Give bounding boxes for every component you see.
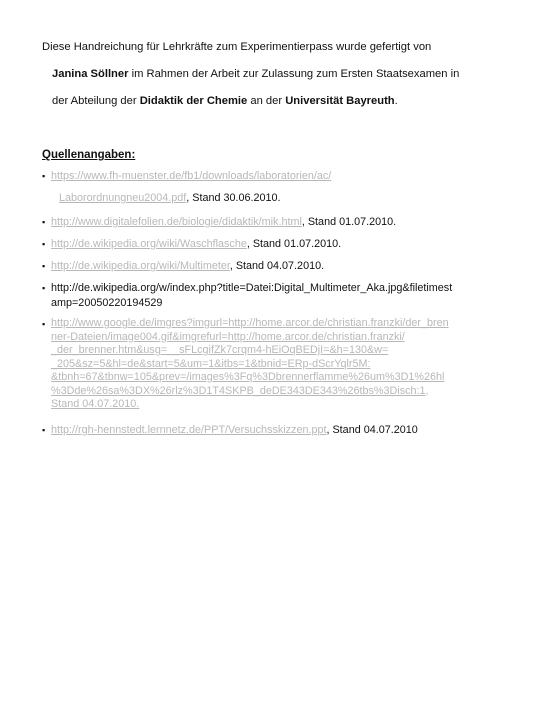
reference-link-line[interactable]: ner-Dateien/image004.gif&imgrefurl=http://home.arcor.de/christian.franzki/	[51, 330, 405, 343]
reference-date: , Stand 01.07.2010.	[246, 238, 342, 250]
intro-text: .	[394, 95, 398, 107]
references-list	[42, 169, 512, 445]
reference-link-line[interactable]: http://www.google.de/imgres?imgurl=http://home.arcor.de/christian.franzki/der_bren	[51, 317, 449, 329]
reference-link-line[interactable]: _der_brenner.htm&usg=__sFLcgifZk7crqm4-hEiOqBEDjI=&h=130&w=	[51, 344, 389, 356]
intro-paragraph	[42, 39, 512, 120]
list-item	[42, 281, 512, 317]
intro-text: im Rahmen der Arbeit zur Zulassung zum Ersten Staatsexamen in	[128, 68, 460, 80]
reference-link-line[interactable]: _205&sz=5&hl=de&start=5&um=1&itbs=1&tbnid=ERp-dScrYqlr5M:	[51, 357, 371, 370]
list-item	[42, 259, 512, 281]
intro-text: Diese Handreichung für Lehrkräfte zum Experimentierpass wurde gefertigt von	[42, 41, 432, 53]
reference-link[interactable]: http://rgh-hennstedt.lernnetz.de/PPT/Versuchsskizzen.ppt	[51, 424, 327, 436]
reference-link[interactable]: http://de.wikipedia.org/wiki/Waschflasche	[51, 238, 247, 250]
reference-link[interactable]: Laborordnungneu2004.pdf	[59, 192, 187, 204]
reference-link-line[interactable]: &tbnh=67&tbnw=105&prev=/images%3Fq%3Dbrennerflamme%26um%3D1%26hl	[51, 371, 445, 383]
bullet-icon: ▪	[42, 171, 46, 181]
author-name: Janina Söllner	[52, 68, 129, 80]
reference-date: , Stand 01.07.2010.	[301, 216, 397, 228]
reference-link-line[interactable]: %3Dde%26sa%3DX%26rlz%3D1T4SKPB_deDE343DE343%26tbs%3Disch:1,	[51, 384, 429, 397]
reference-date: , Stand 30.06.2010.	[186, 192, 281, 204]
intro-line-1	[42, 39, 512, 66]
department-name: Didaktik der Chemie	[139, 95, 248, 107]
intro-text: an der	[247, 95, 286, 107]
university-name: Universität Bayreuth	[285, 95, 395, 107]
reference-link[interactable]: https://www.fh-muenster.de/fb1/downloads/laboratorien/ac/	[51, 170, 332, 182]
intro-line-2	[42, 66, 512, 93]
bullet-icon: ▪	[42, 239, 46, 249]
reference-link-line[interactable]: Stand 04.07.2010.	[51, 398, 140, 410]
sources-heading: Quellenangaben:	[42, 149, 136, 161]
reference-link[interactable]: http://www.digitalefolien.de/biologie/didaktik/mik.html	[51, 216, 302, 228]
bullet-icon: ▪	[42, 261, 46, 271]
reference-text: amp=20050220194529	[51, 297, 163, 309]
bullet-icon: ▪	[42, 425, 46, 435]
bullet-icon: ▪	[42, 283, 46, 293]
reference-link[interactable]: http://de.wikipedia.org/wiki/Multimeter	[51, 260, 230, 272]
bullet-icon: ▪	[42, 319, 46, 329]
list-item	[42, 215, 512, 237]
list-item	[42, 237, 512, 259]
list-item	[42, 169, 512, 215]
reference-date: , Stand 04.07.2010	[326, 424, 418, 436]
list-item	[42, 423, 512, 445]
intro-text: der Abteilung der	[52, 95, 140, 107]
reference-date: , Stand 04.07.2010.	[229, 260, 325, 272]
bullet-icon: ▪	[42, 217, 46, 227]
reference-text: http://de.wikipedia.org/w/index.php?title=Datei:Digital_Multimeter_Aka.jpg&filetimest	[51, 282, 453, 294]
list-item	[42, 317, 512, 423]
intro-line-3	[42, 93, 512, 120]
